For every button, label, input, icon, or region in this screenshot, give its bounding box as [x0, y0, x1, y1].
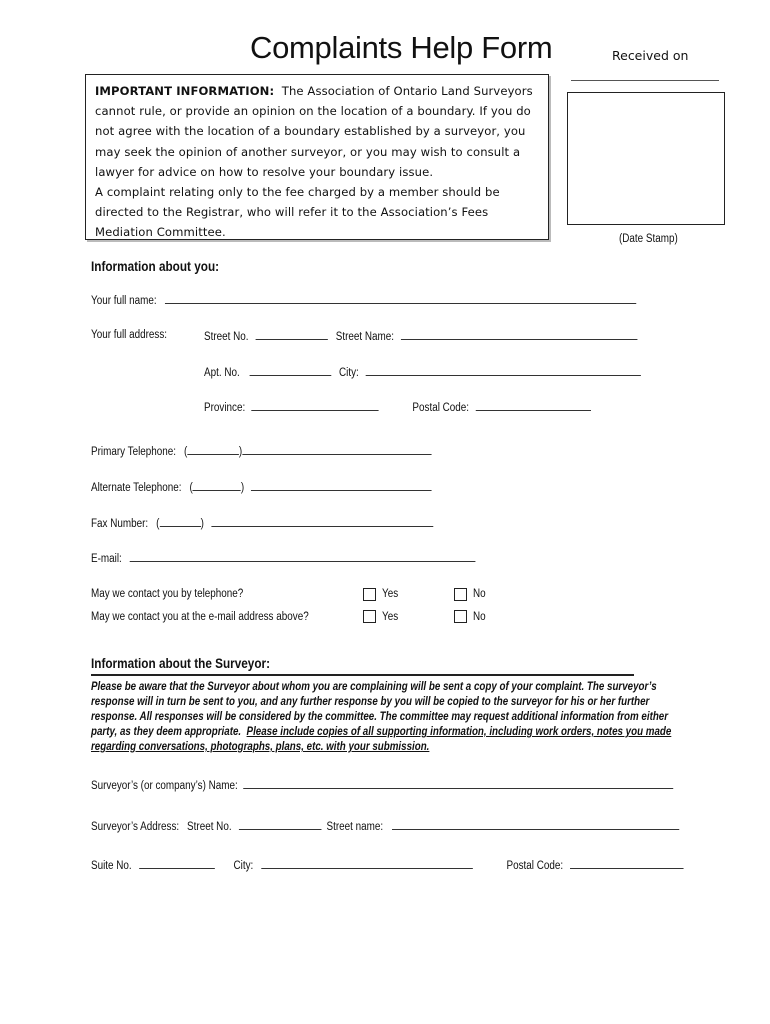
primary-tel-label: Primary Telephone: [91, 446, 177, 458]
full-name-label: Your full name: [91, 295, 157, 307]
contact-email-question: May we contact you at the e-mail address above? [91, 611, 309, 623]
surveyor-suite-label: Suite No. [91, 860, 132, 872]
city-label: City: [338, 367, 359, 379]
postal-code-field[interactable] [476, 400, 591, 411]
surveyor-address-row [91, 819, 679, 833]
surveyor-suite-row [91, 858, 684, 872]
fax-field[interactable] [211, 516, 433, 527]
alternate-tel-field[interactable] [251, 480, 432, 491]
primary-tel-area-field[interactable] [187, 444, 239, 455]
postal-code-label: Postal Code: [412, 402, 470, 414]
contact-tel-yes-label: Yes [382, 588, 399, 600]
email-row [91, 551, 475, 565]
street-no-label: Street No. [204, 331, 249, 343]
street-name-label: Street Name: [335, 331, 395, 343]
contact-email-yes-checkbox[interactable] [363, 610, 376, 623]
important-info-text [95, 81, 545, 243]
contact-tel-no-checkbox[interactable] [454, 588, 467, 601]
alternate-tel-label: Alternate Telephone: [91, 482, 182, 494]
province-label: Province: [204, 402, 246, 414]
surveyor-street-no-label: Street No. [187, 821, 232, 833]
received-on-label: Received on [612, 48, 689, 63]
apt-city-row [204, 365, 641, 379]
street-row [204, 329, 638, 343]
important-info-para2: A complaint relating only to the fee charged by a member should be directed to the Registrar, who will refer it to the Association’s Fees Mediation Committee. [95, 185, 500, 240]
date-stamp-box [567, 92, 725, 225]
surveyor-postal-label: Postal Code: [506, 860, 564, 872]
address-label-row [91, 329, 167, 341]
primary-tel-field[interactable] [242, 444, 431, 455]
surveyor-suite-field[interactable] [139, 858, 215, 869]
fax-label: Fax Number: [91, 518, 149, 530]
surveyor-city-label: City: [233, 860, 254, 872]
date-stamp-label: (Date Stamp) [619, 233, 678, 245]
surveyor-address-label: Surveyor’s Address: [91, 821, 180, 833]
important-info-label: IMPORTANT INFORMATION: [95, 84, 275, 98]
surveyor-street-no-field[interactable] [239, 819, 322, 830]
full-address-label: Your full address: [91, 329, 168, 341]
province-field[interactable] [251, 400, 378, 411]
important-info-box [85, 74, 549, 240]
surveyor-postal-field[interactable] [570, 858, 684, 869]
alternate-tel-area-field[interactable] [193, 480, 241, 491]
important-info-para1: The Association of Ontario Land Surveyors cannot rule, or provide an opinion on the location of a boundary. If you do not agree with the location of a boundary established by a surveyor, you may seek the opinion of another surveyor, or you may wish to consult a lawyer for advice on how to resolve your boundary issue. [95, 84, 533, 179]
surveyor-name-label: Surveyor’s (or company’s) Name: [91, 780, 238, 792]
surveyor-city-field[interactable] [261, 858, 473, 869]
fax-area-field[interactable] [159, 516, 200, 527]
email-label: E-mail: [91, 553, 122, 565]
section-heading-you: Information about you: [91, 258, 220, 274]
section-heading-surveyor: Information about the Surveyor: [91, 655, 271, 671]
surveyor-street-name-label: Street name: [326, 821, 384, 833]
alternate-tel-row: Alternate Telephone: ( ) [91, 480, 432, 494]
surveyor-name-row [91, 778, 673, 792]
apt-no-field[interactable] [249, 365, 331, 376]
street-no-field[interactable] [256, 329, 328, 340]
surveyor-notice-text: Please be aware that the Surveyor about whom you are complaining will be sent a copy of your complaint. The surveyor’s response will in turn be sent to you, and any further response by you will be copied to the surveyor for his or her further response. All responses will be considered by the committee. The committee may request additional information from either party, as they deem appropriate. [91, 681, 669, 738]
surveyor-notice-underlined: Please include copies of all supporting information, including work orders, notes you made regarding conversations, photographs, plans, etc. with your submission. [91, 726, 672, 753]
apt-no-label: Apt. No. [204, 367, 240, 379]
full-name-field[interactable] [165, 293, 636, 304]
fax-row: Fax Number: ( ) [91, 516, 433, 530]
surveyor-heading-rule [91, 674, 634, 676]
street-name-field[interactable] [401, 329, 637, 340]
surveyor-street-name-field[interactable] [392, 819, 679, 830]
form-title: Complaints Help Form [250, 30, 553, 65]
contact-email-no-checkbox[interactable] [454, 610, 467, 623]
primary-tel-row: Primary Telephone: ( ) [91, 444, 431, 458]
contact-tel-yes-checkbox[interactable] [363, 588, 376, 601]
contact-tel-no-label: No [473, 588, 486, 600]
full-name-row [91, 293, 636, 307]
province-postal-row [204, 400, 591, 414]
contact-email-no-label: No [473, 611, 486, 623]
received-on-line[interactable] [571, 80, 719, 81]
surveyor-notice [91, 680, 678, 755]
contact-tel-question: May we contact you by telephone? [91, 588, 244, 600]
email-field[interactable] [130, 551, 476, 562]
contact-email-yes-label: Yes [382, 611, 399, 623]
city-field[interactable] [366, 365, 641, 376]
surveyor-name-field[interactable] [243, 778, 673, 789]
